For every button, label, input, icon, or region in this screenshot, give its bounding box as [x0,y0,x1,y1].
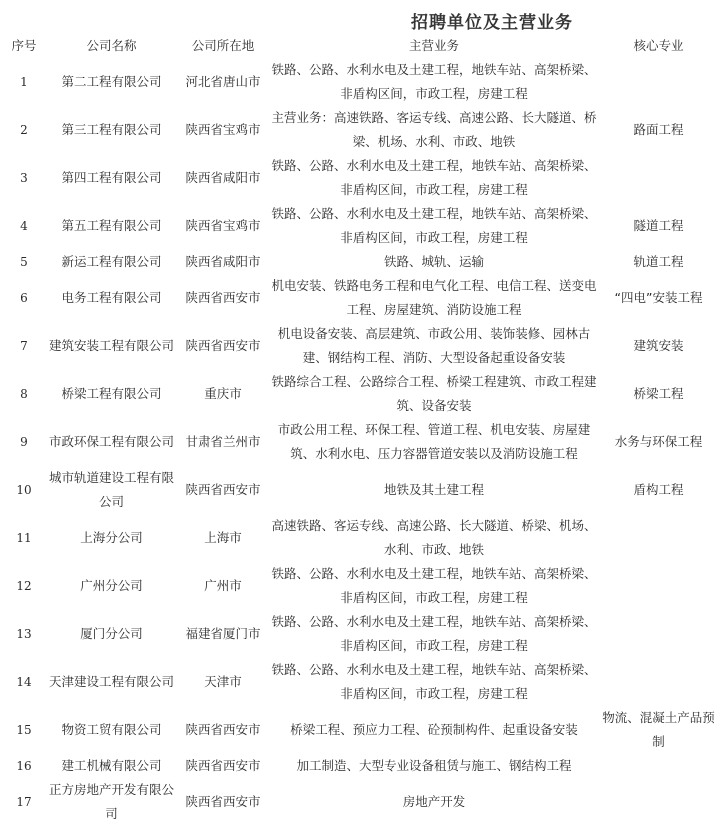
header-location: 公司所在地 [191,38,255,53]
row-business: 铁路、公路、水利水电及土建工程，地铁车站、高架桥梁、非盾构区间，市政工程，房建工程 [271,614,597,653]
row-no: 14 [16,675,32,689]
table-row [2,418,718,466]
header-core-specialty: 核心专业 [633,38,684,53]
row-company-name: 广州分公司 [80,578,143,593]
row-core-specialty: 水务与环保工程 [614,434,703,449]
table-row [2,610,718,658]
row-location: 陕西省西安市 [185,338,261,353]
row-business: 铁路、公路、水利水电及土建工程，地铁车站、高架桥梁、非盾构区间，市政工程，房建工程 [271,206,597,245]
row-company-name: 正方房地产开发有限公司 [48,782,174,821]
table-row [2,658,718,706]
row-location: 陕西省宝鸡市 [185,122,261,137]
row-business: 铁路、城轨、运输 [383,254,484,269]
row-location: 陕西省宝鸡市 [185,218,261,233]
row-no: 7 [20,339,28,353]
row-no: 16 [16,759,32,773]
row-location: 陕西省西安市 [185,758,261,773]
table-row [2,754,718,778]
row-no: 1 [20,75,28,89]
table-row [2,58,718,106]
row-no: 3 [20,171,28,185]
row-location: 广州市 [204,578,242,593]
row-core-specialty: 盾构工程 [633,482,684,497]
row-business: 机电安装、铁路电务工程和电气化工程、电信工程、送变电工程、房屋建筑、消防设施工程 [271,278,597,317]
header-company-name: 公司名称 [86,38,137,53]
row-location: 重庆市 [204,386,242,401]
row-core-specialty: 隧道工程 [633,218,684,233]
row-location: 天津市 [204,674,242,689]
table-row [2,706,718,754]
row-core-specialty: 物流、混凝土产品预制 [602,710,715,749]
row-core-specialty [599,154,718,202]
row-company-name: 天津建设工程有限公司 [48,674,174,689]
row-company-name: 第五工程有限公司 [61,218,162,233]
table-row [2,466,718,514]
row-business: 铁路、公路、水利水电及土建工程，地铁车站、高架桥梁、非盾构区间，市政工程，房建工程 [271,62,597,101]
row-location: 上海市 [204,530,242,545]
row-no: 8 [20,387,28,401]
row-company-name: 厦门分公司 [80,626,143,641]
row-location: 陕西省咸阳市 [185,254,261,269]
row-business: 房地产开发 [402,794,466,809]
row-company-name: 第四工程有限公司 [61,170,162,185]
row-location: 陕西省西安市 [185,722,261,737]
row-no: 13 [16,627,32,641]
table-row [2,274,718,322]
table-row [2,514,718,562]
row-company-name: 新运工程有限公司 [61,254,162,269]
row-core-specialty [599,778,718,826]
row-no: 6 [20,291,28,305]
row-core-specialty: 路面工程 [633,122,684,137]
row-core-specialty [599,58,718,106]
row-core-specialty [599,658,718,706]
row-company-name: 建工机械有限公司 [61,758,162,773]
row-location: 福建省厦门市 [185,626,261,641]
row-no: 4 [20,219,28,233]
row-business: 机电设备安装、高层建筑、市政公用、装饰装修、园林古建、钢结构工程、消防、大型设备起重设备安装 [277,326,591,365]
row-business: 铁路、公路、水利水电及土建工程，地铁车站、高架桥梁、非盾构区间，市政工程，房建工程 [271,566,597,605]
row-core-specialty: “四电”安装工程 [614,290,703,305]
table-header-row [2,34,718,58]
company-table [2,34,718,826]
row-no: 2 [20,123,28,137]
row-business: 铁路、公路、水利水电及土建工程，地铁车站、高架桥梁、非盾构区间，市政工程，房建工程 [271,158,597,197]
row-no: 10 [16,483,32,497]
row-company-name: 上海分公司 [80,530,143,545]
row-no: 5 [20,255,28,269]
row-company-name: 建筑安装工程有限公司 [48,338,174,353]
row-location: 陕西省咸阳市 [185,170,261,185]
row-core-specialty [599,610,718,658]
row-core-specialty [599,562,718,610]
row-company-name: 电务工程有限公司 [61,290,162,305]
row-company-name: 物资工贸有限公司 [61,722,162,737]
row-business: 铁路、公路、水利水电及土建工程，地铁车站、高架桥梁、非盾构区间，市政工程，房建工程 [271,662,597,701]
row-company-name: 桥梁工程有限公司 [61,386,162,401]
row-no: 11 [16,531,32,545]
row-company-name: 市政环保工程有限公司 [48,434,174,449]
row-location: 陕西省西安市 [185,290,261,305]
table-row [2,154,718,202]
row-location: 甘肃省兰州市 [185,434,261,449]
table-row [2,202,718,250]
row-location: 河北省唐山市 [185,74,261,89]
table-row [2,778,718,826]
row-location: 陕西省西安市 [185,482,261,497]
row-core-specialty: 建筑安装 [633,338,684,353]
row-business: 加工制造、大型专业设备租赁与施工、钢结构工程 [296,758,572,773]
row-no: 9 [20,435,28,449]
page-title: 招聘单位及主营业务 [411,13,573,33]
table-row [2,250,718,274]
header-no: 序号 [11,38,37,53]
row-location: 陕西省西安市 [185,794,261,809]
row-business: 铁路综合工程、公路综合工程、桥梁工程建筑、市政工程建筑、设备安装 [271,374,597,413]
row-company-name: 第二工程有限公司 [61,74,162,89]
table-row [2,562,718,610]
row-company-name: 城市轨道建设工程有限公司 [48,470,174,509]
row-core-specialty [599,754,718,778]
row-core-specialty: 桥梁工程 [633,386,684,401]
row-business: 高速铁路、客运专线、高速公路、长大隧道、桥梁、机场、水利、市政、地铁 [271,518,597,557]
row-company-name: 第三工程有限公司 [61,122,162,137]
row-business: 市政公用工程、环保工程、管道工程、机电安装、房屋建筑、水利水电、压力容器管道安装以及消防设施工程 [277,422,591,461]
table-row [2,106,718,154]
row-business: 主营业务：高速铁路、客运专线、高速公路、长大隧道、桥梁、机场、水利、市政、地铁 [271,110,597,149]
row-core-specialty: 轨道工程 [633,254,684,269]
header-business: 主营业务 [408,38,459,53]
row-no: 15 [16,723,32,737]
row-business: 地铁及其土建工程 [383,482,484,497]
row-core-specialty [599,514,718,562]
table-row [2,370,718,418]
row-business: 桥梁工程、预应力工程、砼预制构件、起重设备安装 [290,722,578,737]
table-row [2,322,718,370]
row-no: 17 [16,795,32,809]
row-no: 12 [16,579,32,593]
